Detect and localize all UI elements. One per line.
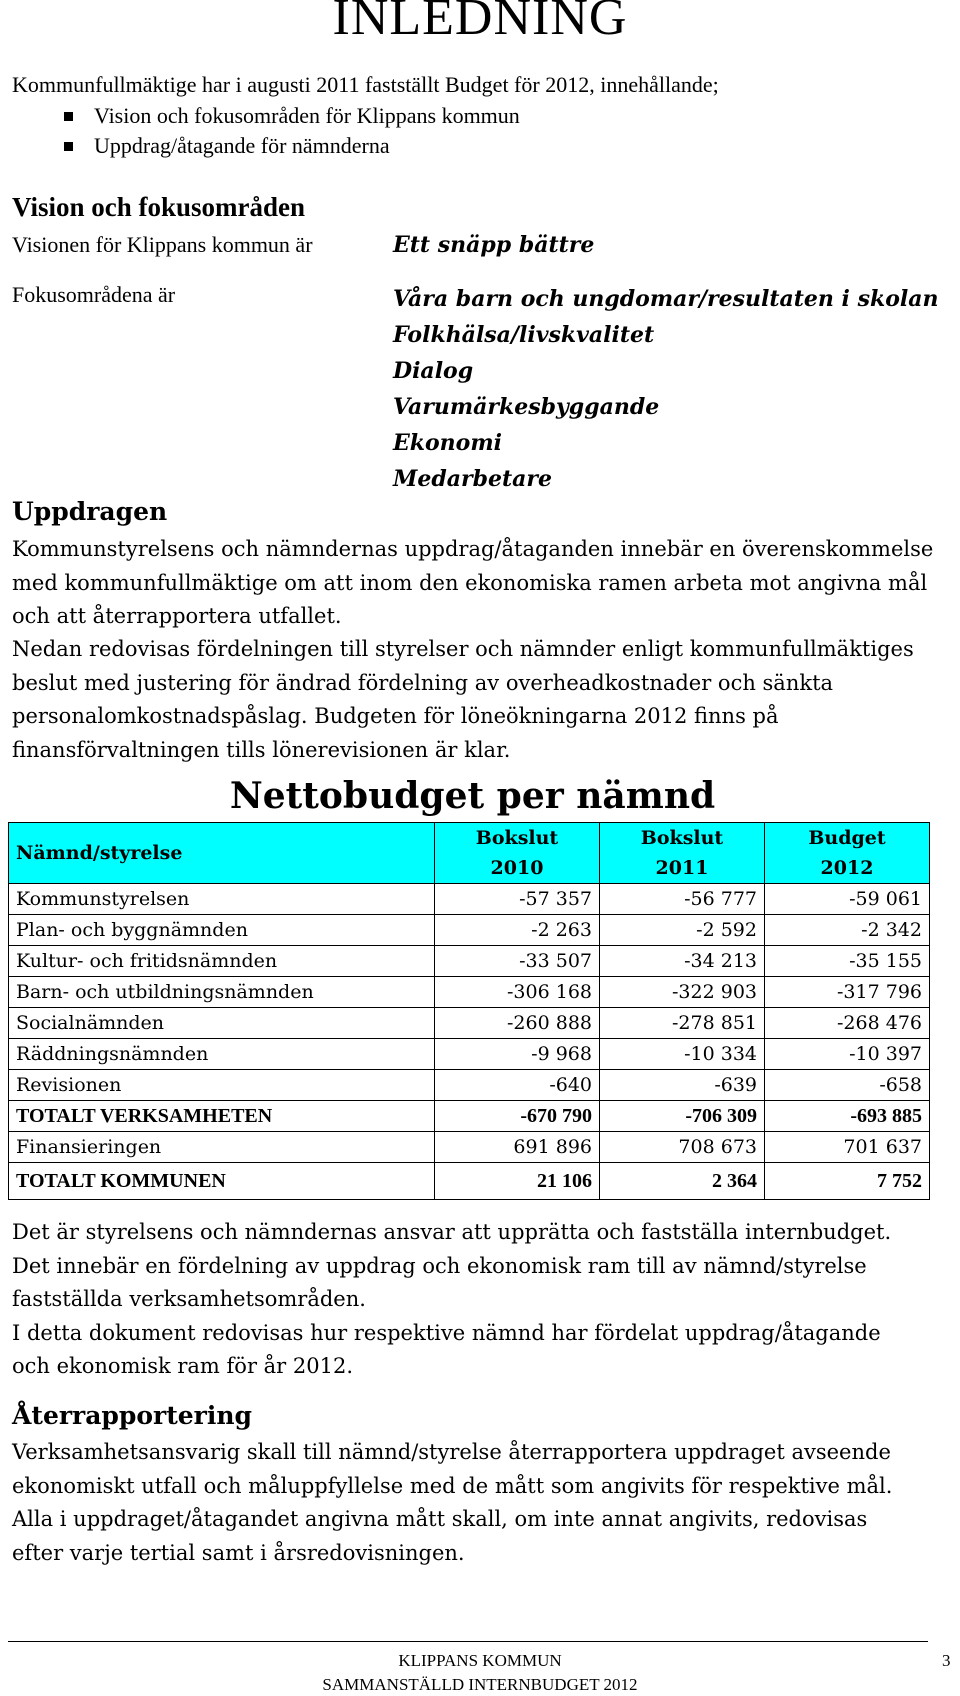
focus-list <box>393 281 939 497</box>
cell-2010: -260 888 <box>435 1008 600 1039</box>
table-row <box>9 1132 930 1163</box>
cell-2010: 21 106 <box>435 1163 600 1200</box>
cell-2011: 708 673 <box>600 1132 765 1163</box>
cell-2011: -706 309 <box>600 1101 765 1132</box>
cell-2011: -639 <box>600 1070 765 1101</box>
focus-label: Fokusområdena är <box>12 282 176 307</box>
focus-item: Folkhälsa/livskvalitet <box>393 322 655 348</box>
text-line: och ekonomisk ram för år 2012. <box>12 1354 354 1378</box>
table-header-row <box>9 823 930 884</box>
text-line: Det är styrelsens och nämndernas ansvar att upprätta och fastställa internbudget. <box>12 1220 892 1244</box>
uppdragen-heading: Uppdragen <box>12 497 168 526</box>
focus-item: Våra barn och ungdomar/resultaten i skolan <box>393 286 939 312</box>
text-line: ekonomiskt utfall och måluppfyllelse med de mått som angivits för respektive mål. <box>12 1473 893 1498</box>
header-line: Bokslut <box>475 827 559 849</box>
uppdragen-paragraph-2 <box>12 633 952 767</box>
text-line: efter varje tertial samt i årsredovisningen. <box>12 1540 465 1565</box>
column-header-name: Nämnd/styrelse <box>9 823 435 884</box>
focus-item: Varumärkesbyggande <box>393 394 660 420</box>
text-line: Det innebär en fördelning av uppdrag och ekonomisk ram till av nämnd/styrelse <box>12 1253 867 1278</box>
text-line: finansförvaltningen tills lönerevisionen är klar. <box>12 737 511 762</box>
cell-2012: -693 885 <box>765 1101 930 1132</box>
square-bullet-icon <box>64 112 73 121</box>
row-name: Barn- och utbildningsnämnden <box>9 977 435 1008</box>
cell-2010: -9 968 <box>435 1039 600 1070</box>
footer-document-title: SAMMANSTÄLLD INTERNBUDGET 2012 <box>322 1675 638 1694</box>
cell-2010: -2 263 <box>435 915 600 946</box>
row-name: TOTALT VERKSAMHETEN <box>9 1101 435 1132</box>
bullet-item <box>0 101 900 131</box>
focus-item: Ekonomi <box>393 430 502 456</box>
column-header-bokslut-2010 <box>435 823 600 884</box>
page-title: INLEDNING <box>332 0 628 46</box>
cell-2010: -57 357 <box>435 884 600 915</box>
row-name: TOTALT KOMMUNEN <box>9 1163 435 1200</box>
text-line: Alla i uppdraget/åtagandet angivna mått skall, om inte annat angivits, redovisas <box>12 1507 868 1531</box>
row-name: Socialnämnden <box>9 1008 435 1039</box>
table-row <box>9 1039 930 1070</box>
cell-2012: -35 155 <box>765 946 930 977</box>
cell-2011: -34 213 <box>600 946 765 977</box>
square-bullet-icon <box>64 142 73 151</box>
header-line: 2012 <box>820 857 874 879</box>
text-line: beslut med justering för ändrad fördelning av overheadkostnader och sänkta <box>12 670 834 695</box>
footer-organization: KLIPPANS KOMMUN <box>398 1651 562 1670</box>
table-row-total-verksamheten <box>9 1101 930 1132</box>
cell-2010: -670 790 <box>435 1101 600 1132</box>
bullet-item <box>0 131 900 161</box>
table-row <box>9 1008 930 1039</box>
vision-heading: Vision och fokusområden <box>12 192 306 222</box>
bullet-text: Uppdrag/åtagande för nämnderna <box>94 133 390 158</box>
table-row-total-kommunen <box>9 1163 930 1200</box>
aterrapportering-heading: Återrapportering <box>12 1401 252 1430</box>
cell-2010: -640 <box>435 1070 600 1101</box>
header-line: 2011 <box>655 857 709 879</box>
text-line: personalomkostnadspåslag. Budgeten för löneökningarna 2012 finns på <box>12 704 779 728</box>
page-number: 3 <box>942 1651 951 1670</box>
text-line: och att återrapportera utfallet. <box>12 604 342 628</box>
table-title: Nettobudget per nämnd <box>229 775 716 817</box>
row-name: Revisionen <box>9 1070 435 1101</box>
cell-2012: -268 476 <box>765 1008 930 1039</box>
cell-2011: -10 334 <box>600 1039 765 1070</box>
cell-2010: -33 507 <box>435 946 600 977</box>
cell-2012: -2 342 <box>765 915 930 946</box>
row-name: Räddningsnämnden <box>9 1039 435 1070</box>
cell-2012: 7 752 <box>765 1163 930 1200</box>
cell-2011: -278 851 <box>600 1008 765 1039</box>
header-line: 2010 <box>490 857 544 879</box>
header-line: Budget <box>808 827 886 849</box>
text-line: fastställda verksamhetsområden. <box>12 1287 366 1311</box>
text-line: med kommunfullmäktige om att inom den ekonomiska ramen arbeta mot angivna mål <box>12 570 928 595</box>
budget-table <box>8 822 930 1200</box>
vision-label: Visionen för Klippans kommun är <box>12 232 313 257</box>
footer-divider <box>8 1641 928 1642</box>
aterrapportering-paragraph <box>12 1436 952 1570</box>
column-header-bokslut-2011 <box>600 823 765 884</box>
cell-2011: -56 777 <box>600 884 765 915</box>
text-line: Kommunstyrelsens och nämndernas uppdrag/åtaganden innebär en överenskommelse <box>12 537 934 561</box>
intro-text: Kommunfullmäktige har i augusti 2011 fastställt Budget för 2012, innehållande; <box>12 72 719 97</box>
row-name: Kultur- och fritidsnämnden <box>9 946 435 977</box>
row-name: Kommunstyrelsen <box>9 884 435 915</box>
cell-2012: -59 061 <box>765 884 930 915</box>
focus-item: Medarbetare <box>393 466 552 492</box>
row-name: Plan- och byggnämnden <box>9 915 435 946</box>
cell-2010: -306 168 <box>435 977 600 1008</box>
row-name: Finansieringen <box>9 1132 435 1163</box>
cell-2012: -10 397 <box>765 1039 930 1070</box>
text-line: I detta dokument redovisas hur respektive nämnd har fördelat uppdrag/åtagande <box>12 1320 881 1345</box>
table-row <box>9 1070 930 1101</box>
cell-2012: -658 <box>765 1070 930 1101</box>
table-row <box>9 946 930 977</box>
column-header-budget-2012 <box>765 823 930 884</box>
table-row <box>9 977 930 1008</box>
uppdragen-paragraph-1 <box>12 533 952 634</box>
table-row <box>9 915 930 946</box>
cell-2010: 691 896 <box>435 1132 600 1163</box>
cell-2011: -2 592 <box>600 915 765 946</box>
table-row <box>9 884 930 915</box>
cell-2012: 701 637 <box>765 1132 930 1163</box>
bullet-text: Vision och fokusområden för Klippans kommun <box>94 103 520 128</box>
text-line: Nedan redovisas fördelningen till styrelser och nämnder enligt kommunfullmäktiges <box>12 637 914 661</box>
focus-item: Dialog <box>393 358 474 384</box>
cell-2011: 2 364 <box>600 1163 765 1200</box>
cell-2012: -317 796 <box>765 977 930 1008</box>
header-line: Bokslut <box>640 827 724 849</box>
after-table-paragraph <box>12 1216 952 1384</box>
vision-value: Ett snäpp bättre <box>393 232 595 258</box>
text-line: Verksamhetsansvarig skall till nämnd/styrelse återrapportera uppdraget avseende <box>12 1440 891 1464</box>
cell-2011: -322 903 <box>600 977 765 1008</box>
